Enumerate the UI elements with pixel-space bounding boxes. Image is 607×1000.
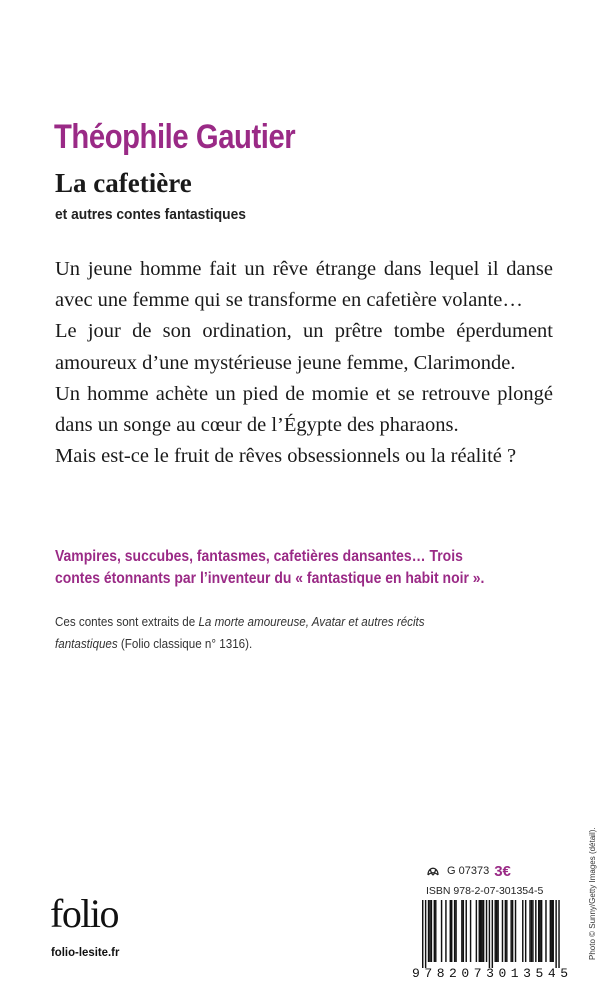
barcode-bar — [455, 900, 456, 962]
barcode-bar — [505, 900, 506, 962]
barcode-bar — [470, 900, 471, 962]
barcode-bar — [431, 900, 432, 962]
barcode-bar — [451, 900, 452, 962]
barcode-bar — [538, 900, 539, 962]
barcode-bar — [512, 900, 513, 962]
isbn: ISBN 978-2-07-301354-5 — [426, 885, 544, 897]
author-name: Théophile Gautier — [54, 118, 296, 156]
barcode-bar — [496, 900, 497, 962]
barcode-bar — [492, 900, 493, 968]
barcode-bar — [515, 900, 516, 962]
tagline-line: Vampires, succubes, fantasmes, cafetières dansantes… Trois — [55, 548, 463, 565]
barcode-bar — [497, 900, 498, 962]
barcode-bar — [551, 900, 552, 962]
barcode-bar — [450, 900, 451, 962]
price-row — [425, 861, 511, 881]
barcode-bar — [454, 900, 455, 962]
photo-credit: Photo © Sunny/Getty Images (détail). — [588, 827, 597, 960]
barcode-bar — [435, 900, 436, 962]
barcode-bar — [532, 900, 533, 962]
barcode-bar — [495, 900, 496, 962]
barcode-bar — [550, 900, 551, 962]
barcode-bar — [529, 900, 530, 962]
barcode-bar — [434, 900, 435, 962]
barcode-bar — [429, 900, 430, 962]
blurb-paragraph: Mais est-ce le fruit de rêves obsessionnels ou la réalité ? — [55, 445, 517, 468]
source-note-line — [55, 633, 520, 655]
source-work-title-end: fantastiques — [55, 637, 118, 651]
barcode-bar — [425, 900, 426, 968]
barcode-bar — [479, 900, 480, 962]
barcode-bar — [476, 900, 477, 962]
barcode-bar — [539, 900, 540, 962]
barcode-bar — [535, 900, 536, 962]
barcode-bar — [510, 900, 511, 962]
barcode-bar — [483, 900, 484, 962]
barcode-bar — [506, 900, 507, 962]
barcode — [410, 900, 570, 980]
barcode-bar — [486, 900, 487, 962]
barcode-bars — [422, 900, 560, 968]
barcode-bar — [525, 900, 526, 962]
barcode-bar — [445, 900, 446, 962]
barcode-bar — [553, 900, 554, 962]
tagline — [55, 546, 555, 590]
barcode-bar — [481, 900, 482, 962]
source-note-prefix: Ces contes sont extraits de — [55, 615, 199, 629]
blurb-paragraph: Un jeune homme fait un rêve étrange dans lequel il danse avec une femme qui se transforme en cafetière volante… — [55, 258, 553, 312]
barcode-bar — [441, 900, 442, 962]
blurb-paragraph: Un homme achète un pied de momie et se retrouve plongé dans un songe au cœur de l’Égypte des pharaons. — [55, 382, 553, 437]
barcode-bar — [466, 900, 467, 962]
source-note-suffix: (Folio classique n° 1316). — [117, 637, 253, 651]
blurb — [55, 254, 553, 472]
barcode-bar — [463, 900, 464, 962]
barcode-bar — [480, 900, 481, 962]
barcode-bar — [555, 900, 556, 968]
book-subtitle: et autres contes fantastiques — [55, 206, 246, 223]
barcode-bar — [422, 900, 423, 968]
price: 3€ — [494, 862, 511, 880]
tagline-line: contes étonnants par l’inventeur du « fantastique en habit noir ». — [55, 570, 485, 587]
barcode-digits: 9782073013545 — [412, 966, 568, 980]
barcode-bar — [558, 900, 559, 968]
barcode-bar — [502, 900, 503, 962]
barcode-bar — [428, 900, 429, 962]
barcode-bar — [489, 900, 490, 968]
folio-logo: folio — [50, 891, 119, 936]
barcode-bar — [461, 900, 462, 962]
series-code: G 07373 — [447, 865, 490, 877]
website-link[interactable]: folio-lesite.fr — [51, 945, 120, 959]
source-note-line — [55, 611, 520, 633]
barcode-bar — [522, 900, 523, 962]
barcode-bar — [531, 900, 532, 962]
blurb-paragraph: Le jour de son ordination, un prêtre tombe éperdument amoureux d’une mystérieuse jeune femme, Clarimonde. — [55, 320, 553, 374]
source-work-title: La morte amoureuse, Avatar et autres récits — [198, 615, 425, 629]
barcode-bar — [541, 900, 542, 962]
book-title: La cafetière — [55, 168, 192, 198]
barcode-bar — [545, 900, 546, 962]
source-note — [55, 611, 555, 655]
knot-icon — [425, 863, 441, 879]
